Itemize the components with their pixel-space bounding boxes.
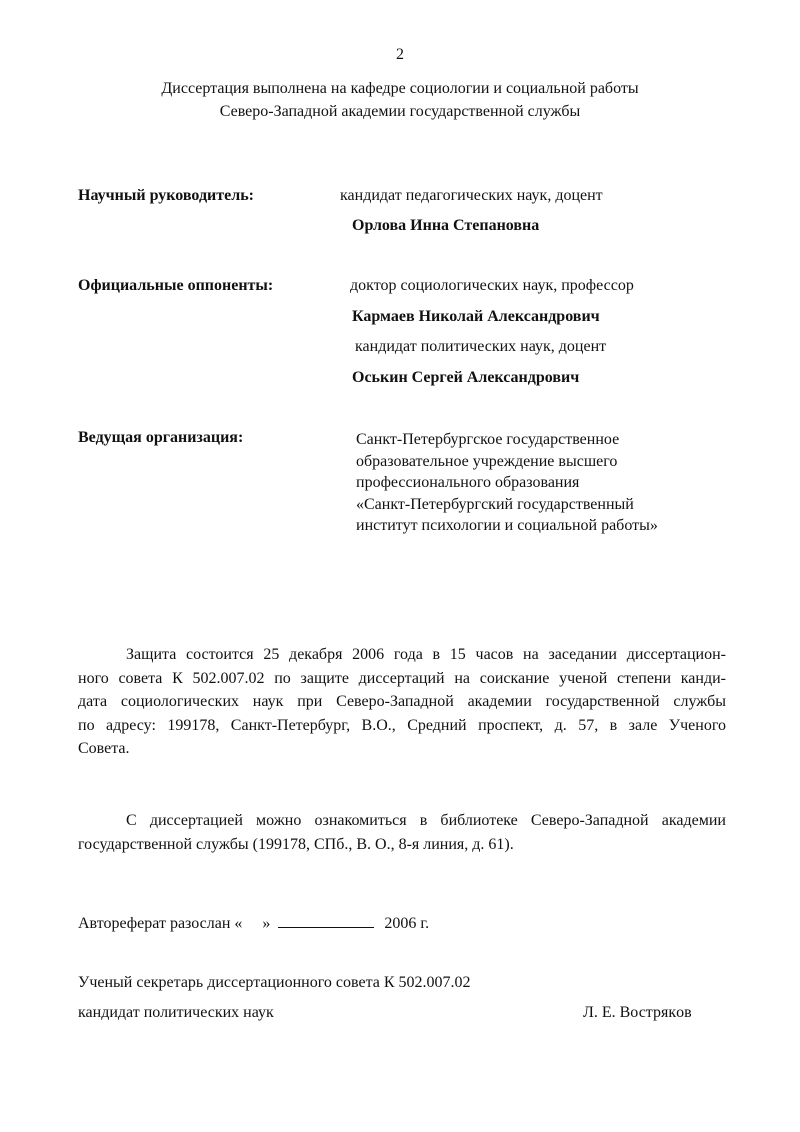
opponents-label: Официальные оппоненты:: [78, 277, 274, 294]
opponent-1-title: доктор социологических наук, профессор: [350, 277, 634, 294]
defense-line: Совета.: [78, 740, 130, 757]
defense-line: ного совета К 502.007.02 по защите диссертаций на соискание ученой степени канди-: [78, 669, 726, 687]
secretary-line-1: Ученый секретарь диссертационного совета К 502.007.02: [78, 974, 471, 991]
page-number: 2: [396, 46, 404, 63]
opponent-2-title: кандидат политических наук, доцент: [355, 338, 607, 355]
abstract-sent-close-quote: »: [262, 915, 271, 932]
abstract-sent-prefix: Автореферат разослан «: [78, 915, 243, 932]
leading-org-line: Санкт-Петербургское государственное: [356, 431, 620, 448]
leading-org-label: Ведущая организация:: [78, 429, 244, 446]
library-line: С диссертацией можно ознакомиться в библиотеке Северо-Западной академии: [126, 812, 726, 829]
abstract-sent-year: 2006 г.: [384, 915, 430, 932]
defense-line: по адресу: 199178, Санкт-Петербург, В.О., Средний проспект, д. 57, в зале Ученого: [78, 716, 726, 734]
opponent-1-name: Кармаев Николай Александрович: [352, 308, 600, 325]
leading-org-line: профессионального образования: [356, 474, 580, 491]
supervisor-name: Орлова Инна Степановна: [352, 217, 540, 234]
leading-org-text: [356, 429, 658, 537]
opponent-2-name: Оськин Сергей Александрович: [352, 369, 580, 386]
date-blank-line: [278, 913, 374, 928]
defense-line: дата социологических наук при Северо-Западной академии государственной службы: [78, 693, 726, 710]
library-paragraph: [78, 809, 726, 856]
leading-org-line: образовательное учреждение высшего: [356, 452, 618, 470]
supervisor-title: кандидат педагогических наук, доцент: [340, 187, 603, 204]
supervisor-label: Научный руководитель:: [78, 187, 254, 204]
header-line-1: Диссертация выполнена на кафедре социологии и социальной работы: [161, 80, 639, 97]
library-line: государственной службы (199178, СПб., В. О., 8-я линия, д. 61).: [78, 835, 514, 853]
leading-org-line: институт психологии и социальной работы»: [356, 517, 658, 534]
abstract-sent-line: [78, 913, 429, 933]
leading-org-line: «Санкт-Петербургский государственный: [356, 495, 634, 513]
secretary-line-2: кандидат политических наук: [78, 1004, 274, 1021]
secretary-name: Л. Е. Вострякoв: [583, 1004, 692, 1021]
defense-paragraph: [78, 643, 726, 761]
defense-line: Защита состоится 25 декабря 2006 года в 15 часов на заседании диссертацион-: [126, 646, 726, 663]
header-line-2: Северо-Западной академии государственной службы: [219, 103, 581, 120]
